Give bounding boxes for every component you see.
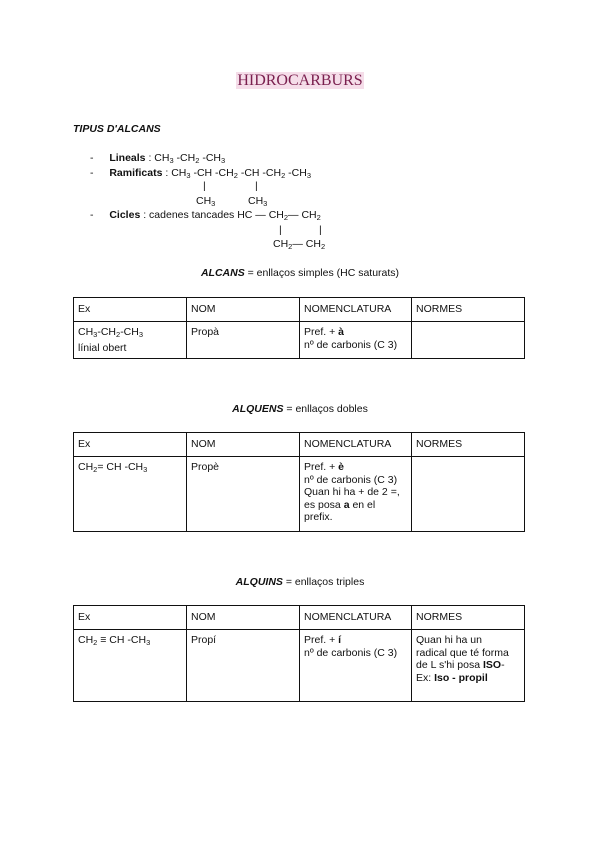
ramificats-branch-2: $CH_3$	[248, 195, 268, 208]
alquens-nomenclatura: Pref. + è nº de carbonis (C 3) Quan hi ha + de 2 =, es posa a en el prefix.	[300, 457, 412, 532]
header-normes: NORMES	[412, 606, 525, 630]
alquens-nom: Propè	[187, 457, 300, 532]
header-ex: Ex	[74, 606, 187, 630]
alquens-table	[73, 432, 525, 532]
header-nomenclatura: NOMENCLATURA	[300, 433, 412, 457]
header-ex: Ex	[74, 433, 187, 457]
alquens-heading: ALQUENS = enllaços dobles	[232, 403, 368, 415]
ramificats-bar-2: |	[255, 180, 258, 192]
ramificats-bar-1: |	[203, 180, 206, 192]
alquins-nomenclatura: Pref. + í nº de carbonis (C 3)	[300, 630, 412, 702]
ramificats-branch-1: $CH_3$	[196, 195, 216, 208]
cicles-bar-1: |	[279, 224, 282, 236]
header-ex: Ex	[74, 298, 187, 322]
section-heading: TIPUS D'ALCANS	[73, 123, 161, 135]
alcans-nom: Propà	[187, 322, 300, 359]
alquins-nom: Propí	[187, 630, 300, 702]
cicles-ring-bottom: $CH_2—$ $CH_2$	[273, 238, 326, 251]
header-normes: NORMES	[412, 433, 525, 457]
header-nomenclatura: NOMENCLATURA	[300, 298, 412, 322]
header-nom: NOM	[187, 606, 300, 630]
alcans-normes	[412, 322, 525, 359]
header-nomenclatura: NOMENCLATURA	[300, 606, 412, 630]
alquens-ex: $CH_2=$ CH $-CH_3$	[74, 457, 187, 532]
alquins-heading: ALQUINS = enllaços triples	[235, 576, 365, 588]
alcans-nomenclatura: Pref. + à nº de carbonis (C 3)	[300, 322, 412, 359]
header-normes: NORMES	[412, 298, 525, 322]
header-nom: NOM	[187, 433, 300, 457]
alquins-ex: $CH_2$ ≡ CH $-CH_3$	[74, 630, 187, 702]
cicles-item: - Cicles : cadenes tancades HC — $CH_2—$ $CH_2$	[90, 209, 321, 222]
alcans-ex: $CH_3-CH_2-CH_3$ línial obert	[74, 322, 187, 359]
alquins-table	[73, 605, 525, 702]
cicles-bar-2: |	[319, 224, 322, 236]
header-nom: NOM	[187, 298, 300, 322]
ramificats-item: - Ramificats : $CH_3$ -CH $-CH_2$ -CH $-CH_2$ $-CH_3$	[90, 167, 312, 180]
alquens-normes	[412, 457, 525, 532]
page-title: HIDROCARBURS	[237, 72, 363, 89]
alquins-normes: Quan hi ha un radical que té forma de L s'hi posa ISO- Ex: Iso - propil	[412, 630, 525, 702]
lineals-item: - Lineals : $CH_3$ $-CH_2$ $-CH_3$	[90, 152, 226, 165]
alcans-heading: ALCANS = enllaços simples (HC saturats)	[200, 267, 400, 279]
alcans-table	[73, 297, 525, 359]
